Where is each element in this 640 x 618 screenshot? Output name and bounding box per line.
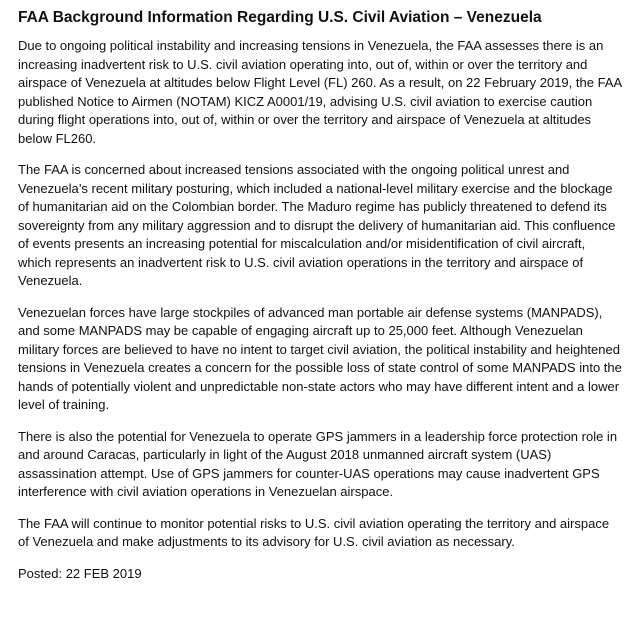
paragraph-monitoring: The FAA will continue to monitor potential risks to U.S. civil aviation operating the territory and airspace of Venezuela and make adjustments to its advisory for U.S. civil aviation as necessary. [18, 515, 610, 549]
paragraph-tensions: The FAA is concerned about increased tensions associated with the ongoing political unrest and Venezuela’s recent military posturing, which included a national-level military exercise and the blockage of humanitarian aid on the Colombian border. The Maduro regime has publicly threatened to defend its sovereignty from any military aggression and to disrupt the delivery of humanitarian aid. This confluence of events presents an increasing potential for miscalculation and/or misidentification of civil aircraft, which represents an inadvertent risk to U.S. civil aviation operations in the territory and airspace of Venezuela. [18, 162, 616, 288]
document-title: FAA Background Information Regarding U.S. Civil Aviation – Venezuela [18, 9, 542, 26]
paragraph-gps-jammers: There is also the potential for Venezuela to operate GPS jammers in a leadership force protection role in and around Caracas, particularly in light of the August 2018 unmanned aircraft system (UAS) assassination attempt. Use of GPS jammers for counter-UAS operations may cause inadvertent GPS interference with civil aviation operations in Venezuelan airspace. [18, 428, 618, 499]
paragraph-manpads: Venezuelan forces have large stockpiles of advanced man portable air defense systems (MANPADS), and some MANPADS may be capable of engaging aircraft up to 25,000 feet. Although Venezuelan military forces are believed to have no intent to target civil aviation, the political instability and heightened tensions in Venezuela creates a concern for the possible loss of state control of some MANPADS into the hands of potentially violent and unpredictable non-state actors who may have different intent and a lower level of training. [18, 304, 622, 412]
posted-date: Posted: 22 FEB 2019 [18, 565, 142, 581]
document-page [18, 8, 622, 583]
paragraph-notam: Due to ongoing political instability and increasing tensions in Venezuela, the FAA assesses there is an increasing inadvertent risk to U.S. civil aviation operating into, out of, within or over the territory and airspace of Venezuela at altitudes below Flight Level (FL) 260. As a result, on 22 February 2019, the FAA published Notice to Airmen (NOTAM) KICZ A0001/19, advising U.S. civil aviation to exercise caution during flight operations into, out of, within or over the territory and airspace of Venezuela at altitudes below FL260. [18, 38, 622, 146]
